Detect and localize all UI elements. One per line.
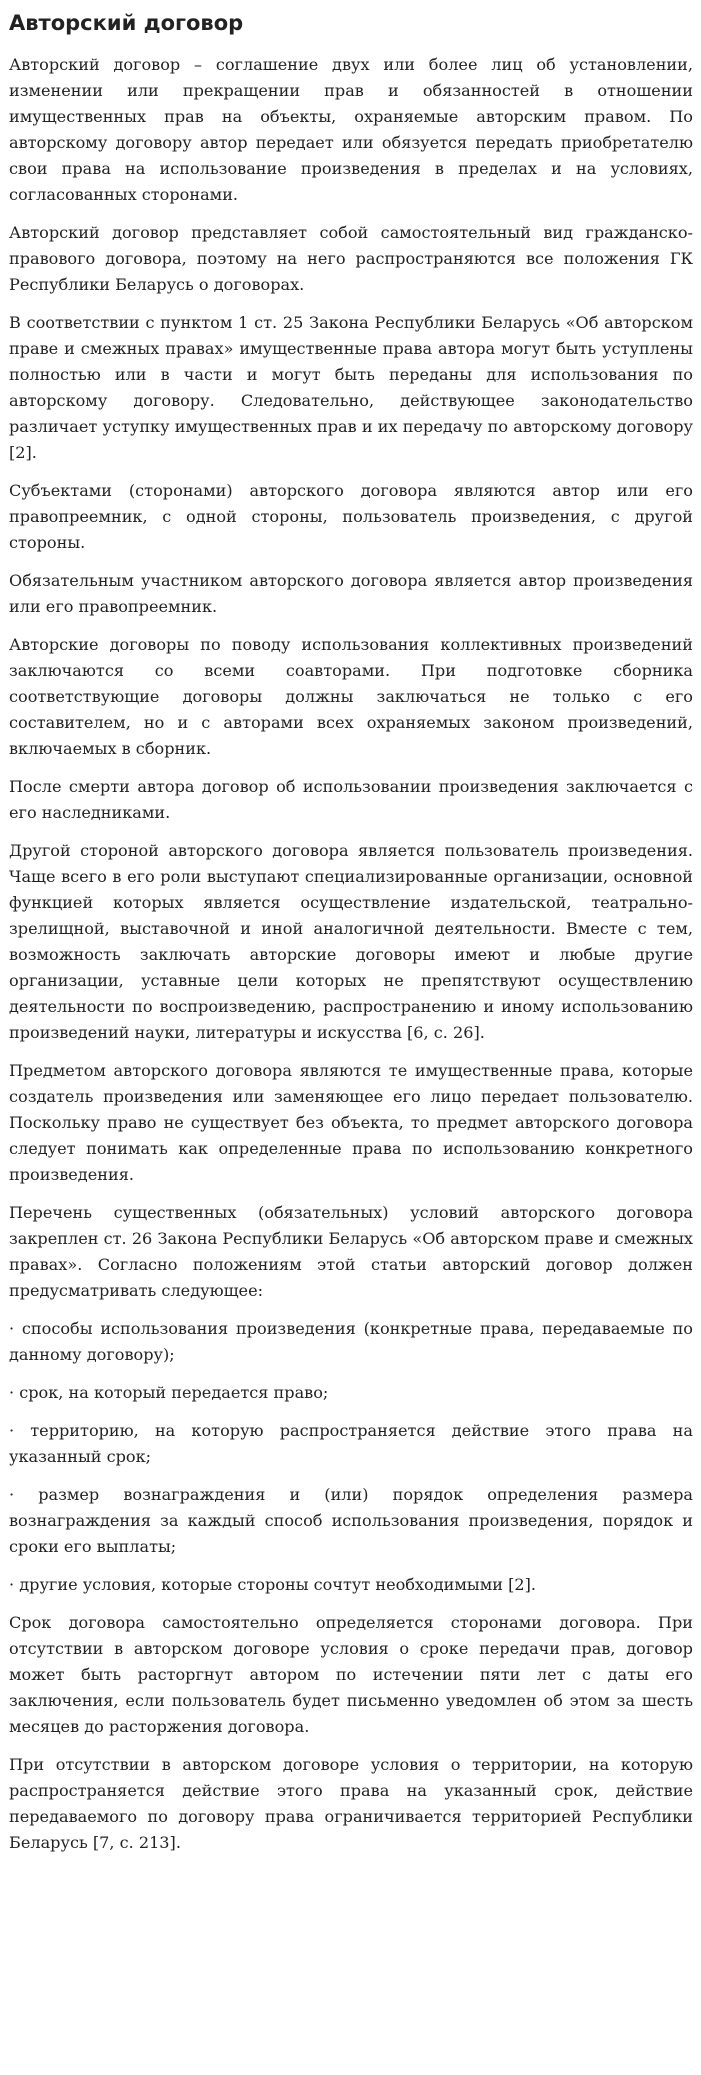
list-item: · размер вознаграждения и (или) порядок определения размера вознаграждения за каждый способ использования произведения, порядок и сроки его выплаты; <box>9 1485 693 1556</box>
paragraph-mandatory-party: Обязательным участником авторского договора является автор произведения или его правопреемник. <box>9 571 693 616</box>
paragraph-subjects: Субъектами (сторонами) авторского договора являются автор или его правопреемник, с одной стороны, пользователь произведения, с другой стороны. <box>9 481 693 552</box>
list-item: · территорию, на которую распространяется действие этого права на указанный срок; <box>9 1421 693 1466</box>
page-title: Авторский договор <box>9 11 244 35</box>
article-body <box>9 52 693 1856</box>
list-item: · способы использования произведения (конкретные права, передаваемые по данному договору); <box>9 1319 693 1364</box>
paragraph-definition: Авторский договор – соглашение двух или более лиц об установлении, изменении или прекращении прав и обязанностей в отношении имущественных прав на объекты, охраняемые авторским правом. По авторскому договору автор передает или обязуется передать приобретателю свои права на использование произведения в пределах и на условиях, согласованных сторонами. <box>9 55 693 204</box>
paragraph-rights-transfer: В соответствии с пунктом 1 ст. 25 Закона Республики Беларусь «Об авторском праве и смежных правах» имущественные права автора могут быть уступлены полностью или в части и могут быть переданы для использования по авторскому договору. Следовательно, действующее законодательство различает уступку имущественных прав и их передачу по авторскому договору [2]. <box>9 313 693 462</box>
paragraph-term: Срок договора самостоятельно определяется сторонами договора. При отсутствии в авторском договоре условия о сроке передачи прав, договор может быть расторгнут автором по истечении пяти лет с даты его заключения, если пользователь будет письменно уведомлен об этом за шесть месяцев до расторжения договора. <box>9 1613 693 1736</box>
paragraph-heirs: После смерти автора договор об использовании произведения заключается с его наследниками. <box>9 777 693 822</box>
paragraph-territory: При отсутствии в авторском договоре условия о территории, на которую распространяется действие этого права на указанный срок, действие передаваемого по договору права ограничивается территорией Республики Беларусь [7, с. 213]. <box>9 1755 693 1852</box>
article <box>9 8 693 1856</box>
paragraph-civil-contract: Авторский договор представляет собой самостоятельный вид гражданско-правового договора, поэтому на него распространяются все положения ГК Республики Беларусь о договорах. <box>9 223 693 294</box>
paragraph-user-party: Другой стороной авторского договора является пользователь произведения. Чаще всего в его роли выступают специализированные организации, основной функцией которых является осуществление издательской, театрально-зрелищной, выставочной и иной аналогичной деятельности. Вместе с тем, возможность заключать авторские договоры имеют и любые другие организации, уставные цели которых не препятствуют осуществлению деятельности по воспроизведению, распространению и иному использованию произведений науки, литературы и искусства [6, с. 26]. <box>9 841 693 1042</box>
list-item: · другие условия, которые стороны сочтут необходимыми [2]. <box>9 1575 536 1594</box>
paragraph-collective-works: Авторские договоры по поводу использования коллективных произведений заключаются со всеми соавторами. При подготовке сборника соответствующие договоры должны заключаться не только с его составителем, но и с авторами всех охраняемых законом произведений, включаемых в сборник. <box>9 635 693 758</box>
list-item: · срок, на который передается право; <box>9 1383 329 1402</box>
paragraph-essential-terms: Перечень существенных (обязательных) условий авторского договора закреплен ст. 26 Закона Республики Беларусь «Об авторском праве и смежных правах». Согласно положениям этой статьи авторский договор должен предусматривать следующее: <box>9 1203 693 1300</box>
paragraph-subject-matter: Предметом авторского договора являются те имущественные права, которые создатель произведения или заменяющее его лицо передает пользователю. Поскольку право не существует без объекта, то предмет авторского договора следует понимать как определенные права по использованию конкретного произведения. <box>9 1061 693 1184</box>
